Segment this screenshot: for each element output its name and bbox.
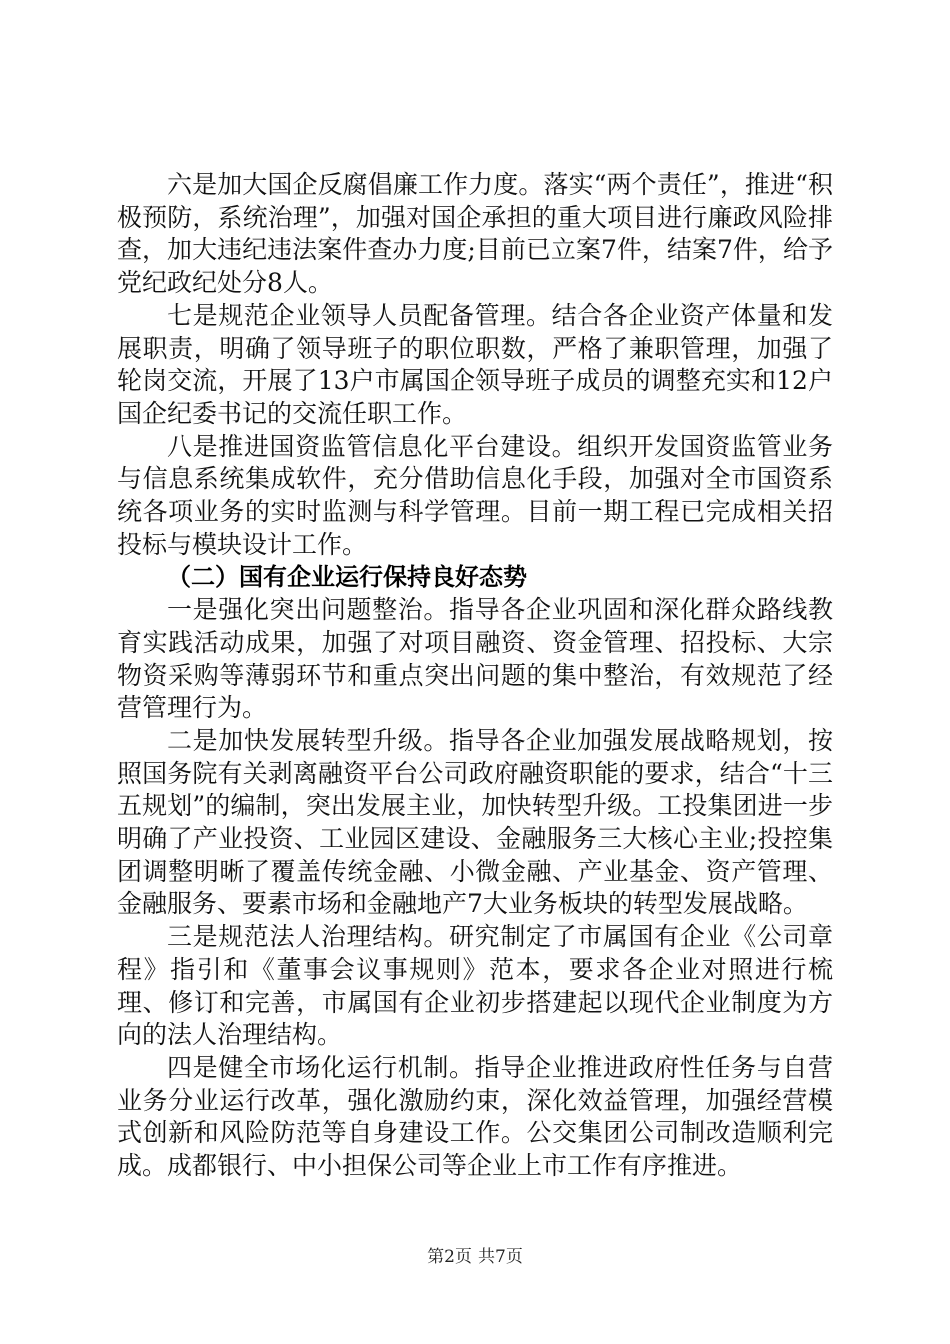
document-body <box>117 169 833 1183</box>
page-footer <box>0 1246 950 1268</box>
paragraph-8-informatization: 八是推进国资监管信息化平台建设。组织开发国资监管业务与信息系统集成软件，充分借助信息化手段，加强对全市国资系统各项业务的实时监测与科学管理。目前一期工程已完成相关招投标与模块设计工作。 <box>117 431 833 559</box>
paragraph-2-transformation: 二是加快发展转型升级。指导各企业加强发展战略规划，按照国务院有关剥离融资平台公司政府融资职能的要求，结合“十三五规划”的编制，突出发展主业，加快转型升级。工投集团进一步明确了产业投资、工业园区建设、金融服务三大核心主业;投控集团调整明晰了覆盖传统金融、小微金融、产业基金、资产管理、金融服务、要素市场和金融地产7大业务板块的转型发展战略。 <box>117 725 833 919</box>
page-number-total: 共7页 <box>478 1247 523 1267</box>
section-heading: （二）国有企业运行保持良好态势 <box>167 563 527 592</box>
paragraph-3-governance: 三是规范法人治理结构。研究制定了市属国有企业《公司章程》指引和《董事会议事规则》范本，要求各企业对照进行梳理、修订和完善，市属国有企业初步搭建起以现代企业制度为方向的法人治理结构。 <box>117 922 833 1050</box>
paragraph-6-anticorruption: 六是加大国企反腐倡廉工作力度。落实“两个责任”，推进“积极预防，系统治理”，加强对国企承担的重大项目进行廉政风险排查，加大违纪违法案件查办力度;目前已立案7件，结案7件，给予党纪政纪处分8人。 <box>117 170 833 298</box>
page-number-current: 第2页 <box>427 1247 472 1267</box>
paragraph-7-leadership-management: 七是规范企业领导人员配备管理。结合各企业资产体量和发展职责，明确了领导班子的职位职数，严格了兼职管理，加强了轮岗交流，开展了13户市属国企领导班子成员的调整充实和12户国企纪委书记的交流任职工作。 <box>117 300 833 428</box>
paragraph-4-market-mechanism: 四是健全市场化运行机制。指导企业推进政府性任务与自营业务分业运行改革，强化激励约束，深化效益管理，加强经营模式创新和风险防范等自身建设工作。公交集团公司制改造顺利完成。成都银行、中小担保公司等企业上市工作有序推进。 <box>117 1052 833 1181</box>
paragraph-1-problem-rectification: 一是强化突出问题整治。指导各企业巩固和深化群众路线教育实践活动成果，加强了对项目融资、资金管理、招投标、大宗物资采购等薄弱环节和重点突出问题的集中整治，有效规范了经营管理行为。 <box>117 595 833 723</box>
